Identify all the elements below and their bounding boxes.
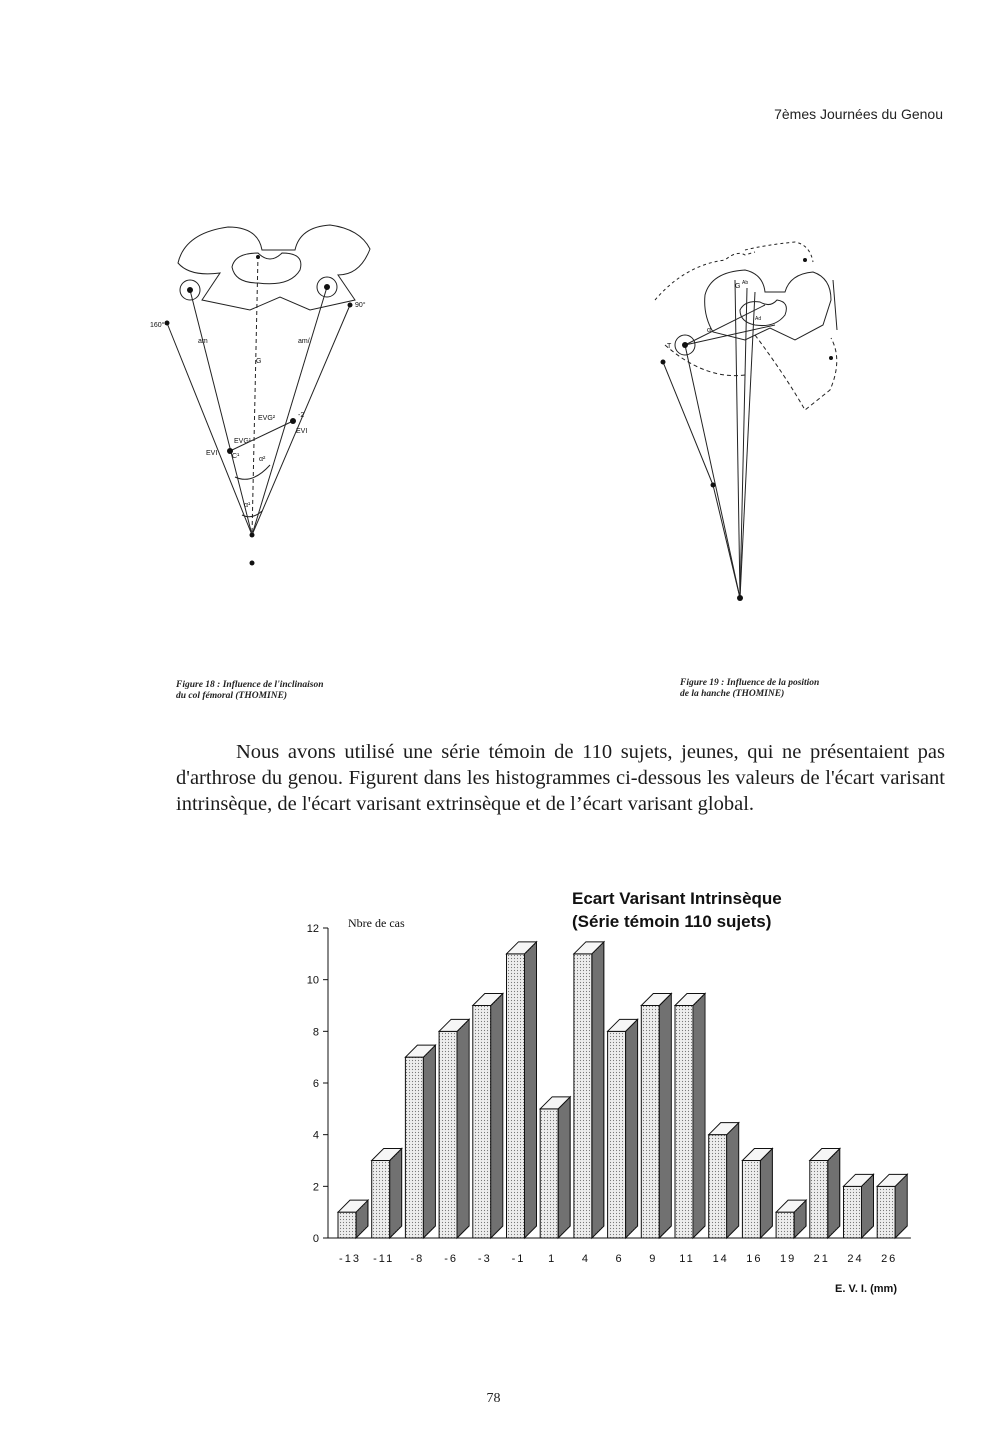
x-tick-label: -3 <box>477 1253 492 1265</box>
bar-side <box>491 994 503 1239</box>
fig18-label-evi-left: EVI <box>206 450 218 457</box>
y-tick-label: 10 <box>306 974 319 987</box>
bar-front <box>507 954 525 1238</box>
figure-19-caption-line1: Figure 19 : Influence de la position <box>680 678 820 688</box>
fig18-label-alpha1: α¹ <box>244 502 251 509</box>
chart-xlabel: E. V. I. (mm) <box>835 1283 897 1295</box>
bar-front <box>574 954 592 1238</box>
x-tick-label: -6 <box>444 1253 458 1265</box>
bar <box>405 1045 435 1238</box>
figure-19 <box>645 240 855 610</box>
bar-side <box>558 1097 570 1238</box>
x-tick-label: 16 <box>746 1253 763 1265</box>
figure-18-caption <box>176 680 324 702</box>
bar <box>372 1149 402 1239</box>
fig19-label-alpha: α <box>707 327 712 334</box>
bar-side <box>760 1149 772 1239</box>
fig19-label-g: G <box>735 283 741 290</box>
x-tick-label: 9 <box>649 1253 658 1265</box>
bar <box>810 1149 840 1239</box>
x-tick-label: -8 <box>410 1253 425 1265</box>
bar-front <box>439 1031 457 1238</box>
figure-19-caption <box>680 678 819 700</box>
chart-bars <box>338 942 907 1238</box>
fig18-label-g: G <box>256 358 262 365</box>
y-tick-label: 12 <box>306 923 319 935</box>
bar-front <box>844 1186 862 1238</box>
fig18-label-c1: C¹ <box>232 453 240 460</box>
bar-side <box>423 1045 435 1238</box>
y-tick-label: 8 <box>312 1026 319 1039</box>
bar-side <box>626 1019 638 1238</box>
bar-front <box>776 1212 794 1238</box>
x-tick-label: 21 <box>813 1253 830 1265</box>
body-paragraph: Nous avons utilisé une série témoin de 110 sujets, jeunes, qui ne présentaient pas d'arthrose du genou. Figurent dans les histogrammes ci-dessous les valeurs de l'écart varisant intrinsèque, de l'écart varisant extrinsèque et de l’écart varisant global. <box>176 741 945 815</box>
fig18-label-am-right: am/ <box>298 338 310 345</box>
x-tick-label: 14 <box>712 1253 729 1265</box>
figure-18 <box>150 215 410 575</box>
bar-side <box>390 1149 402 1239</box>
y-tick-label: 6 <box>312 1078 319 1090</box>
bar <box>776 1200 806 1238</box>
y-tick-label: 2 <box>312 1181 319 1194</box>
bar <box>338 1200 368 1238</box>
fig18-label-am-left: am <box>198 338 208 345</box>
bar <box>675 994 705 1239</box>
x-tick-label: 19 <box>779 1253 797 1265</box>
chart-ylabel: Nbre de cas <box>348 916 405 930</box>
bar <box>439 1019 469 1238</box>
x-tick-label: -13 <box>339 1253 361 1265</box>
bar-front <box>608 1031 626 1238</box>
fig18-label-alpha2: α² <box>259 456 266 463</box>
bar <box>473 994 503 1239</box>
x-tick-label: 4 <box>581 1253 590 1265</box>
body-paragraph-block <box>176 739 945 817</box>
fig18-label-minus2: -2 <box>298 412 305 419</box>
histogram-evi <box>0 870 987 1310</box>
bar-side <box>659 994 671 1239</box>
y-tick-label: 4 <box>312 1129 319 1142</box>
bar-front <box>810 1161 828 1239</box>
figure-19-drawing <box>645 240 855 610</box>
chart-subtitle: (Série témoin 110 sujets) <box>572 912 772 931</box>
x-tick-label: 1 <box>548 1253 557 1265</box>
histogram-svg <box>0 870 987 1310</box>
x-tick-label: 24 <box>847 1253 864 1265</box>
bar-side <box>828 1149 840 1239</box>
bar-side <box>525 942 537 1238</box>
bar-front <box>540 1109 558 1238</box>
fig18-label-evg2: EVG² <box>258 415 276 422</box>
page-number: 78 <box>486 1391 501 1406</box>
bar-front <box>473 1006 491 1239</box>
bar-front <box>675 1006 693 1239</box>
figure-18-caption-line2: du col fémoral (THOMINE) <box>176 691 288 701</box>
bar <box>877 1174 907 1238</box>
bar <box>540 1097 570 1238</box>
chart-title: Ecart Varisant Intrinsèque <box>572 889 782 908</box>
bar-side <box>592 942 604 1238</box>
bar <box>641 994 671 1239</box>
fig18-label-90: 90° <box>355 302 366 309</box>
fig18-label-evi-right: EVI <box>296 428 308 435</box>
bar-side <box>693 994 705 1239</box>
bar-front <box>338 1212 356 1238</box>
x-tick-label: -1 <box>511 1253 526 1265</box>
y-tick-label: 0 <box>312 1233 319 1245</box>
fig18-label-evg1: EVG¹ <box>234 438 252 445</box>
bar-front <box>405 1057 423 1238</box>
bar <box>844 1174 874 1238</box>
figure-18-caption-line1: Figure 18 : Influence de l'inclinaison <box>176 680 324 690</box>
x-tick-label: 11 <box>679 1253 695 1265</box>
bar-front <box>372 1161 390 1239</box>
bar <box>574 942 604 1238</box>
bar-front <box>742 1161 760 1239</box>
chart-x-ticks <box>339 1253 897 1265</box>
bar <box>709 1123 739 1238</box>
figure-18-drawing <box>150 215 410 575</box>
bar-front <box>877 1186 895 1238</box>
fig19-label-t: T <box>667 343 672 350</box>
bar-front <box>709 1135 727 1238</box>
bar-side <box>727 1123 739 1238</box>
bar <box>742 1149 772 1239</box>
running-header: 7èmes Journées du Genou <box>774 106 943 122</box>
fig19-label-ad: Ad <box>755 316 762 322</box>
bar <box>608 1019 638 1238</box>
bar <box>507 942 537 1238</box>
fig19-label-ab: Ab <box>742 280 749 286</box>
x-tick-label: 6 <box>615 1253 624 1265</box>
figure-19-caption-line2: de la hanche (THOMINE) <box>680 689 785 699</box>
x-tick-label: 26 <box>881 1253 898 1265</box>
bar-front <box>641 1006 659 1239</box>
bar-side <box>457 1019 469 1238</box>
fig18-label-160: 160° <box>150 322 165 329</box>
x-tick-label: -11 <box>373 1253 395 1265</box>
